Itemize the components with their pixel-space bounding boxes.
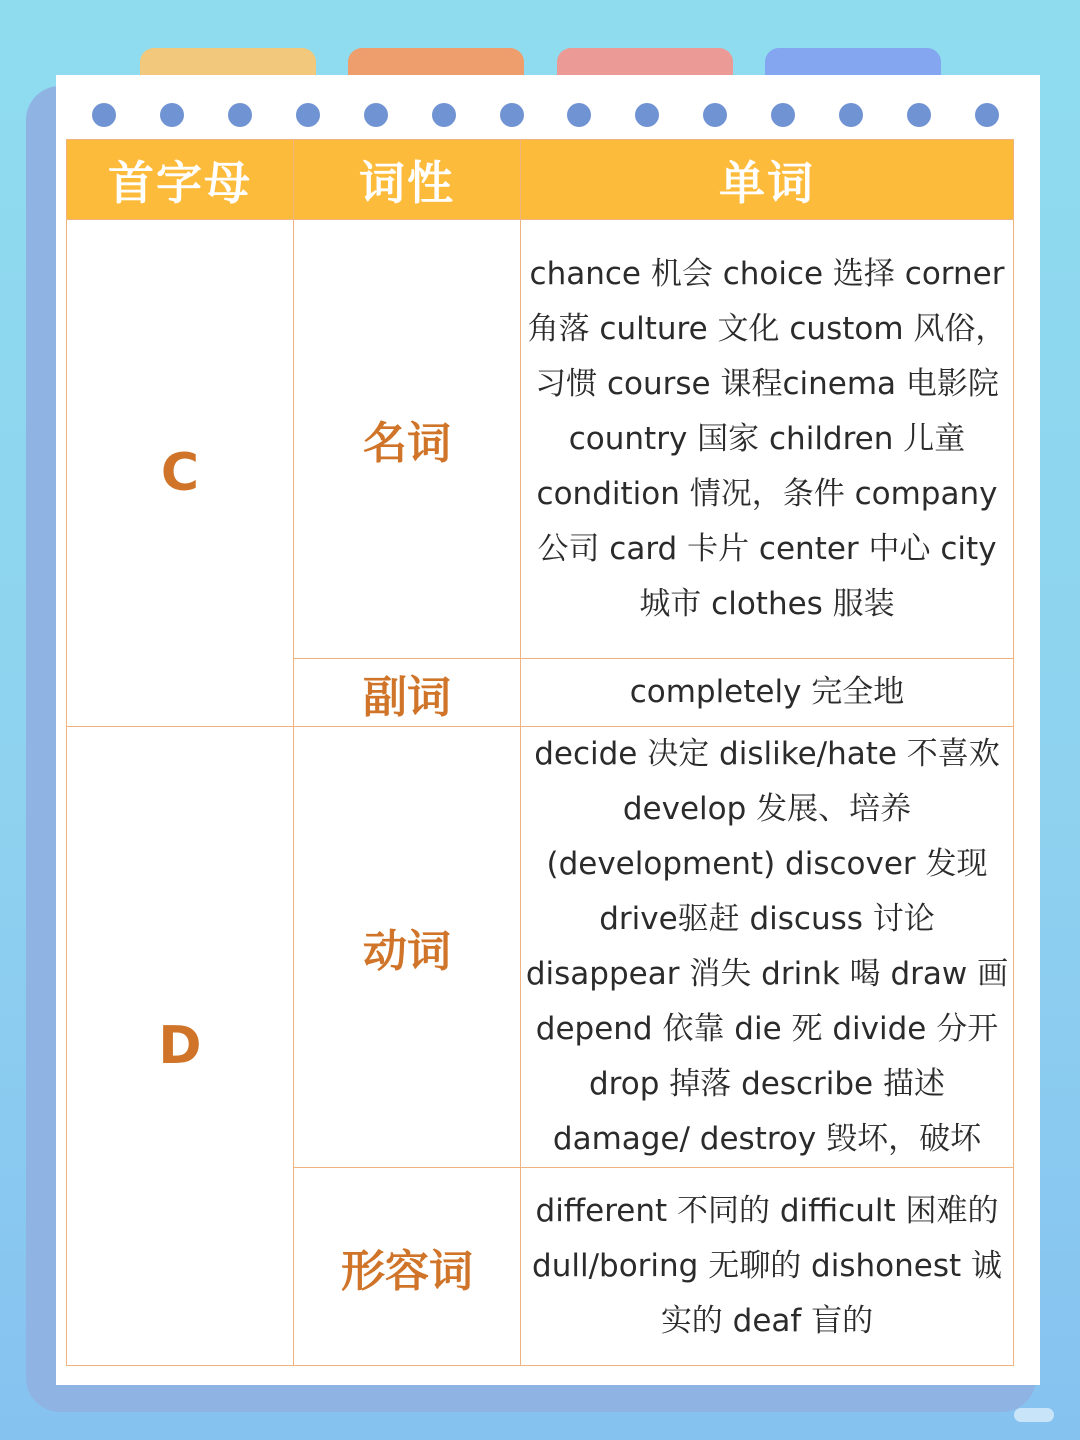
binder-hole xyxy=(635,103,659,127)
pos-noun-cell: 名词 xyxy=(294,220,521,659)
header-initial-letter: 首字母 xyxy=(67,140,294,220)
table-row xyxy=(67,220,1014,659)
binder-hole xyxy=(839,103,863,127)
binder-hole xyxy=(500,103,524,127)
binder-holes xyxy=(0,103,1080,129)
binder-hole xyxy=(567,103,591,127)
words-c-noun-cell: chance 机会 choice 选择 corner 角落 culture 文化 custom 风俗，习惯 course 课程cinema 电影院 country 国家 children 儿童 condition 情况，条件 company 公司 card 卡片 center 中心 city 城市 clothes 服装 xyxy=(521,220,1014,659)
binder-hole xyxy=(364,103,388,127)
binder-hole xyxy=(160,103,184,127)
letter-c-cell: C xyxy=(67,220,294,727)
pos-verb-cell: 动词 xyxy=(294,727,521,1168)
vocabulary-table xyxy=(66,139,1014,1366)
table-header-row xyxy=(67,140,1014,220)
watermark-badge xyxy=(1014,1408,1054,1422)
binder-hole xyxy=(296,103,320,127)
binder-hole xyxy=(771,103,795,127)
binder-hole xyxy=(228,103,252,127)
binder-hole xyxy=(703,103,727,127)
table-row xyxy=(67,727,1014,1168)
header-part-of-speech: 词性 xyxy=(294,140,521,220)
binder-hole xyxy=(432,103,456,127)
words-c-adverb-cell: completely 完全地 xyxy=(521,659,1014,727)
binder-hole xyxy=(975,103,999,127)
words-d-adjective-cell: different 不同的 difficult 困难的 dull/boring 无聊的 dishonest 诚实的 deaf 盲的 xyxy=(521,1168,1014,1366)
pos-adverb-cell: 副词 xyxy=(294,659,521,727)
pos-adjective-cell: 形容词 xyxy=(294,1168,521,1366)
words-d-verb-cell: decide 决定 dislike/hate 不喜欢 develop 发展、培养(development) discover 发现 drive驱赶 discuss 讨论 disappear 消失 drink 喝 draw 画 depend 依靠 die 死 divide 分开drop 掉落 describe 描述 damage/ destroy 毁坏，破坏 xyxy=(521,727,1014,1168)
letter-d-cell: D xyxy=(67,727,294,1366)
header-words: 单词 xyxy=(521,140,1014,220)
binder-hole xyxy=(92,103,116,127)
binder-hole xyxy=(907,103,931,127)
